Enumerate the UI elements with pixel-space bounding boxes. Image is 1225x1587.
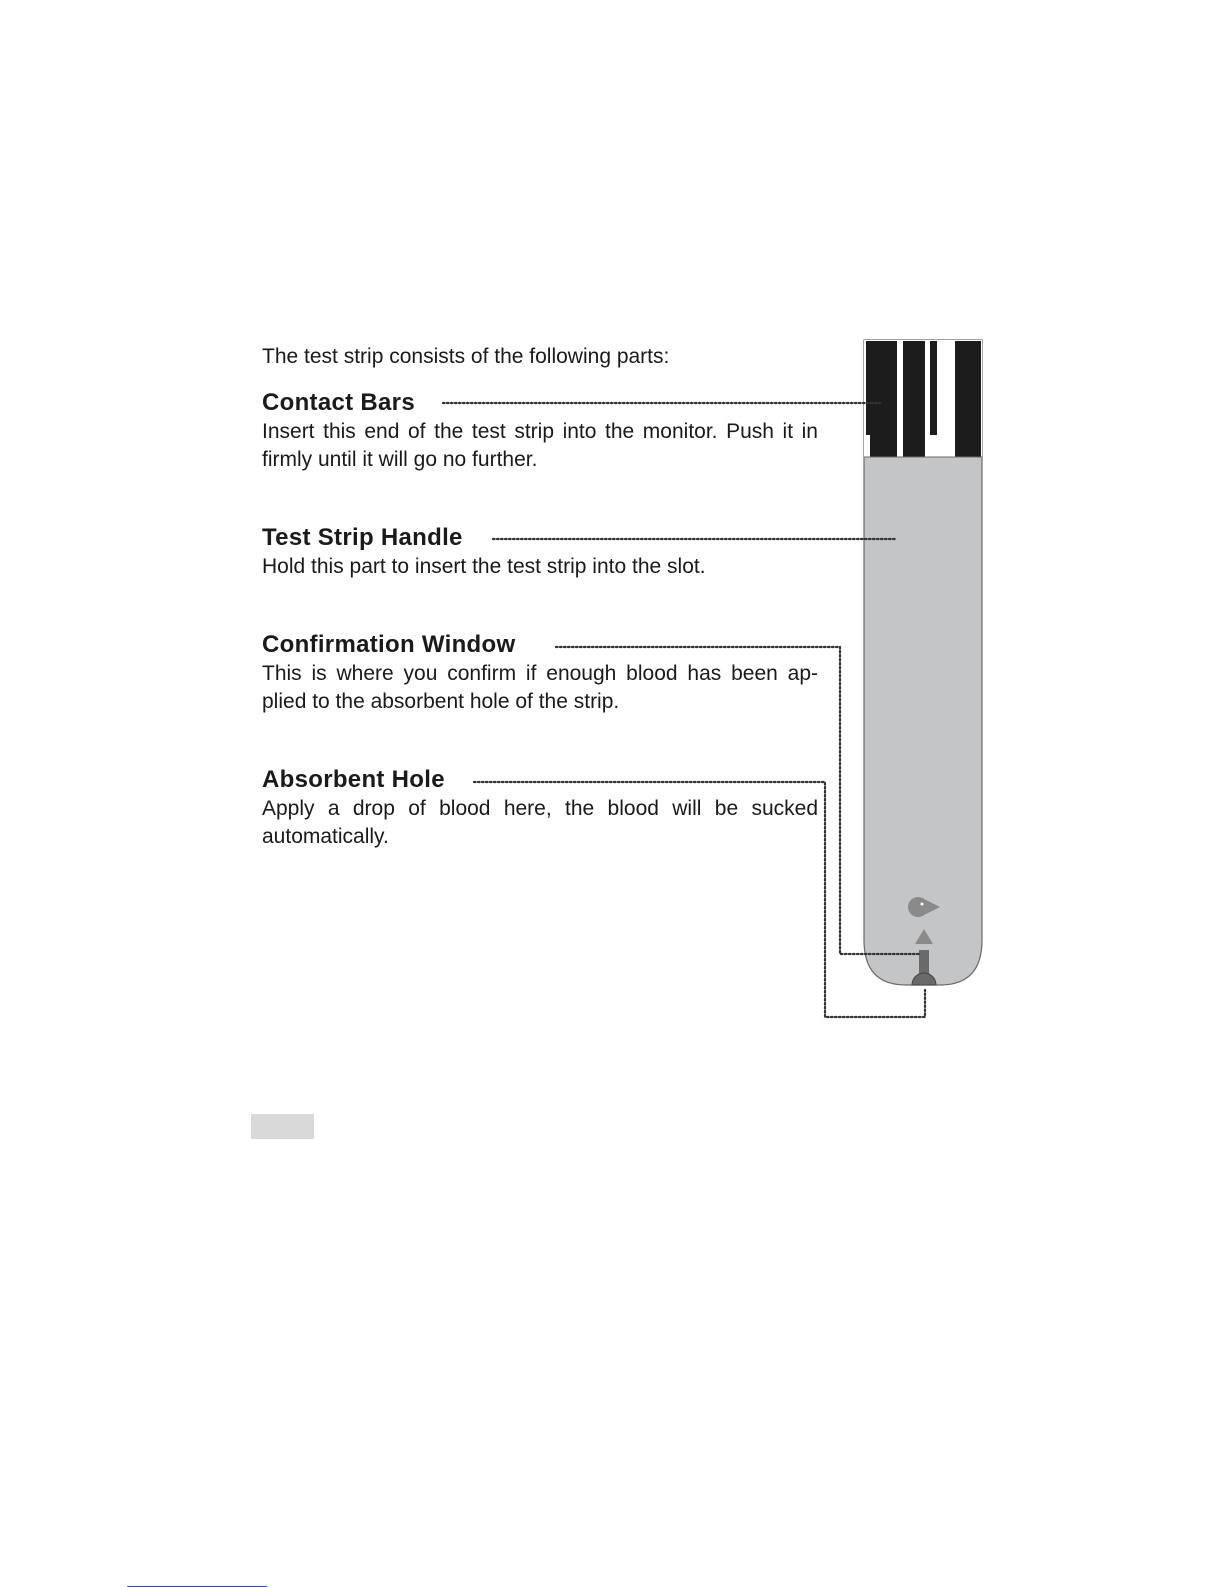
desc-absorbent-hole: Apply a drop of blood here, the blood will be sucked automatically.: [262, 797, 818, 848]
leader-line-absorbent-hole: [474, 782, 925, 1017]
heading-confirmation-window: Confirmation Window: [262, 631, 516, 658]
contact-bar: [903, 341, 925, 457]
page-tab: [251, 1114, 314, 1139]
contact-bar-notch: [880, 435, 897, 457]
heading-test-strip-handle: Test Strip Handle: [262, 524, 463, 551]
heading-contact-bars: Contact Bars: [262, 389, 415, 416]
contact-bar: [955, 341, 981, 457]
contact-bar-notch: [866, 435, 870, 457]
intro-text: The test strip consists of the following parts:: [262, 345, 670, 368]
desc-contact-bars: Insert this end of the test strip into the monitor. Push it in firmly until it will go no further.: [262, 420, 818, 471]
desc-test-strip-handle: Hold this part to insert the test strip into the slot.: [262, 555, 706, 578]
heading-absorbent-hole: Absorbent Hole: [262, 766, 445, 793]
contact-bar: [930, 341, 937, 435]
desc-confirmation-window: This is where you confirm if enough blood has been ap-plied to the absorbent hole of the strip.: [262, 662, 818, 713]
